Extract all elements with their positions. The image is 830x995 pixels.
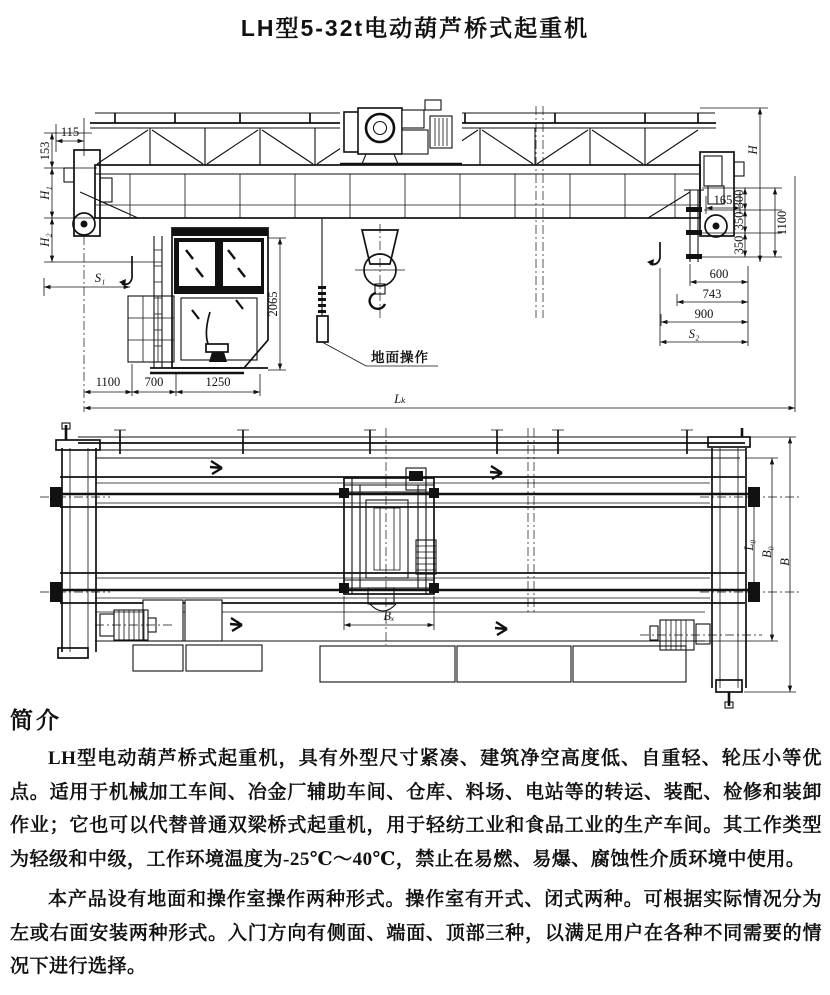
dim-743-label: 743	[702, 287, 722, 301]
dim-2065-label: 2065	[266, 291, 280, 317]
dim-b0-label: B₀	[760, 546, 774, 558]
dim-1100-bottom-label: 1100	[95, 375, 121, 389]
conductor-rails	[78, 430, 745, 454]
dim-h2-label: H₂	[38, 233, 52, 247]
dim-1100-right-label: 1100	[775, 210, 789, 236]
dim-600-label: 600	[709, 267, 729, 281]
dim-900-label: 900	[694, 307, 714, 321]
elevation-view	[38, 100, 795, 412]
dim-bx-label: Bₓ	[383, 609, 395, 623]
plan-view	[40, 423, 800, 708]
dim-h-label: H	[746, 145, 760, 155]
dim-165-label: 165	[713, 193, 733, 207]
dim-lk-label: Lₖ	[394, 392, 406, 406]
dim-350b-label: 350	[732, 235, 746, 255]
intro-section	[10, 702, 822, 984]
dim-700-label: 700	[144, 375, 164, 389]
dim-153-label: 153	[38, 141, 52, 161]
break-line	[536, 106, 543, 318]
conductor-bracket	[684, 190, 704, 262]
dim-l0-label: L₀	[742, 539, 756, 551]
intro-heading: 简介	[10, 707, 62, 733]
dim-s1-label: S₁	[94, 271, 106, 285]
pendant-control	[317, 219, 438, 366]
dim-1250-label: 1250	[205, 375, 231, 389]
crane-technical-drawing	[0, 60, 830, 760]
ground-operation-label: 地面操作	[371, 350, 429, 365]
left-end-truck	[64, 150, 112, 236]
main-girder	[80, 165, 700, 218]
dim-b-label: B	[778, 558, 792, 566]
dim-350a-label: 350	[732, 211, 746, 231]
page-title: LH型5-32t电动葫芦桥式起重机	[240, 15, 590, 41]
intro-paragraph-2: 本产品设有地面和操作室操作两种形式。操作室有开式、闭式两种。可根据实际情况分为左或右面安装两种形式。入门方向有侧面、端面、顶部三种，以满足用户在各种不同需要的情况下进行选择。	[10, 889, 822, 977]
dim-300-label: 300	[732, 189, 746, 209]
hook-block	[355, 224, 405, 318]
operator-cab	[128, 228, 268, 373]
hoist-trolley	[340, 100, 462, 164]
dim-s2-label: S₂	[688, 327, 700, 341]
dim-115-label: 115	[60, 125, 80, 139]
weld-marks	[210, 461, 507, 635]
intro-paragraph-1: LH型电动葫芦桥式起重机，具有外型尺寸紧凑、建筑净空高度低、自重轻、轮压小等优点。适用于机械加工车间、冶金厂辅助车间、仓库、料场、电站等的转运、装配、检修和装卸作业；它也可以代替普通双梁桥式起重机，用于轻纺工业和食品工业的生产车间。其工作类型为轻级和中级，工作环境温度为-25℃～40℃，禁止在易燃、易爆、腐蚀性介质环境中使用。	[10, 748, 822, 870]
dim-h1-label: H₁	[38, 186, 52, 200]
